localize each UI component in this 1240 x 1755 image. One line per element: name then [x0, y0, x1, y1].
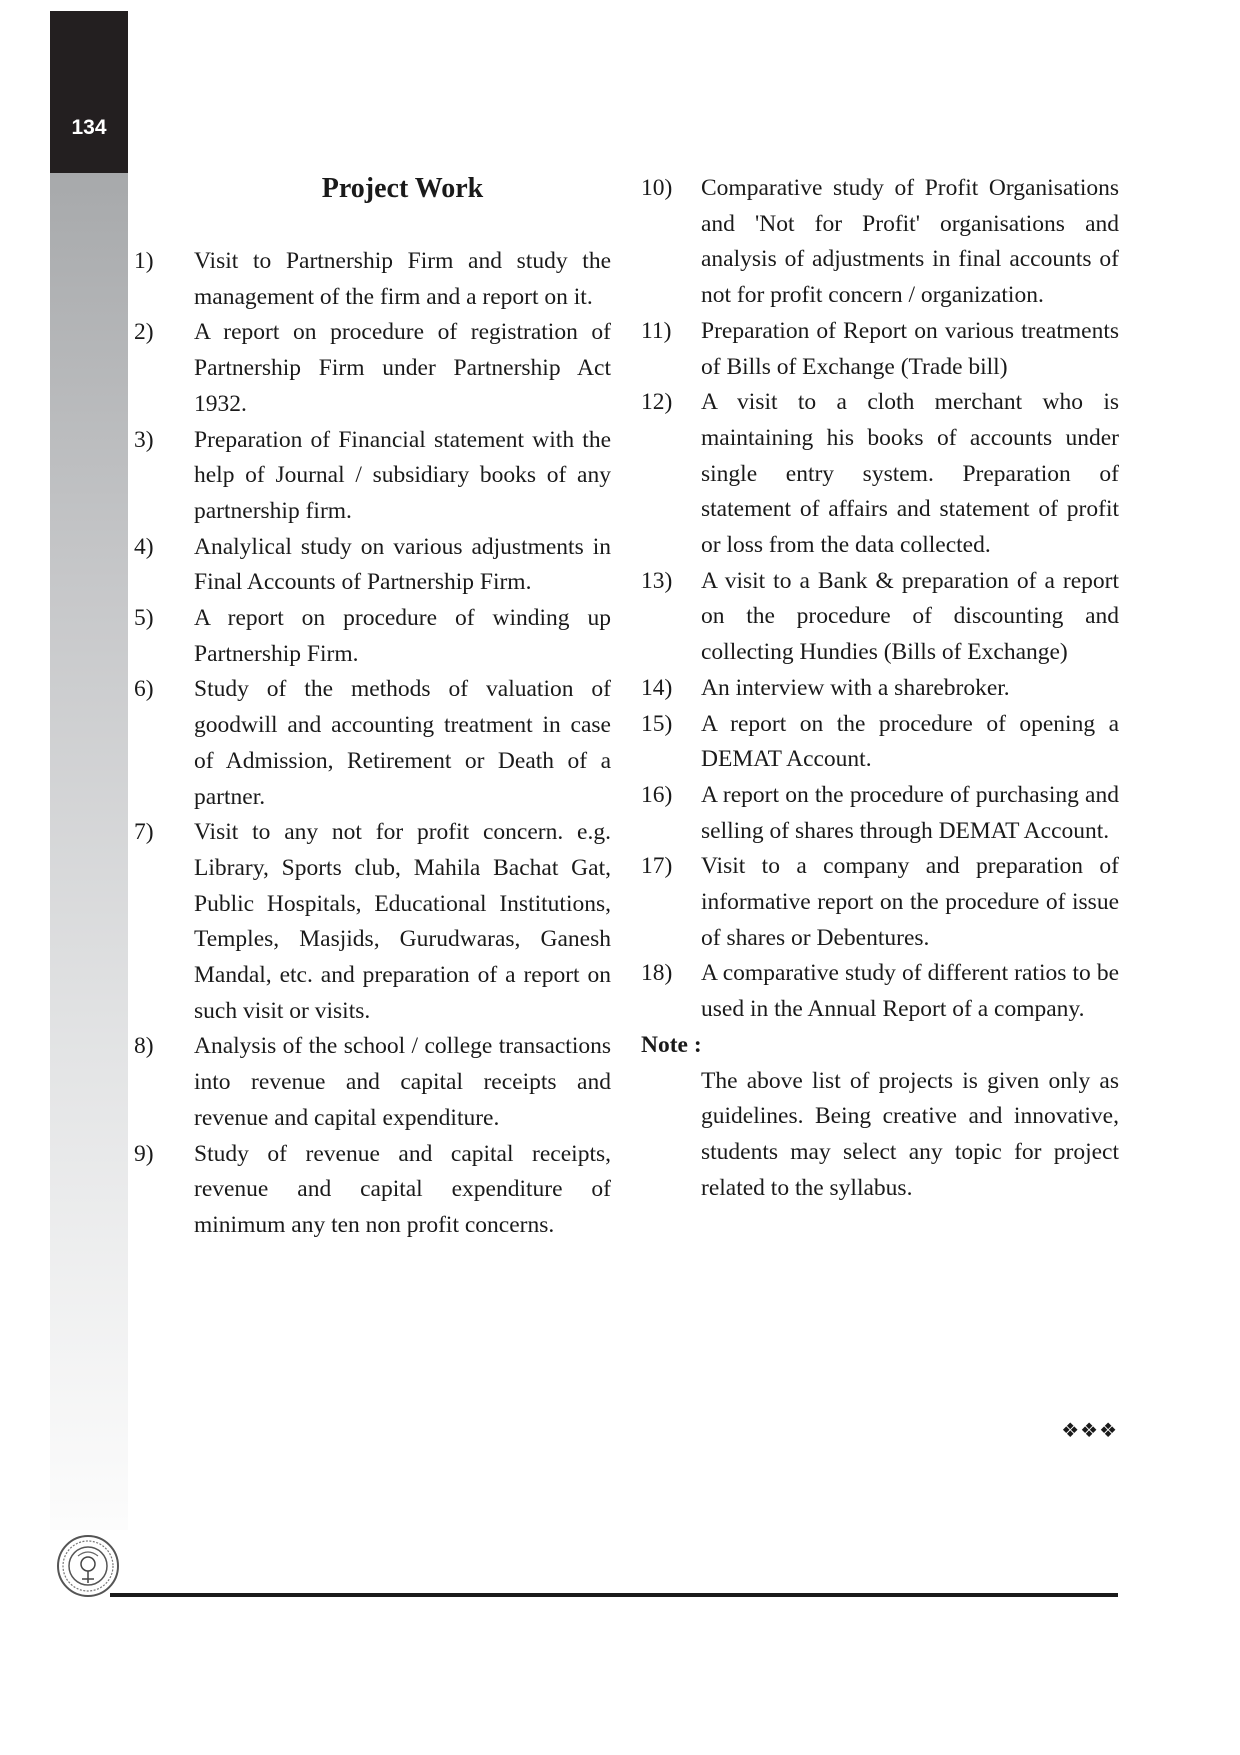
side-gradient-band: [50, 173, 128, 1530]
list-item: [641, 849, 1119, 956]
page-tab: [50, 11, 128, 173]
list-item: [641, 314, 1119, 385]
item-number: 17): [641, 853, 673, 880]
item-text: A report on the procedure of purchasing and selling of shares through DEMAT Account.: [701, 781, 1119, 844]
item-number: 5): [134, 605, 154, 632]
list-item: [134, 672, 611, 815]
page-title: Project Work: [321, 173, 484, 204]
list-item: [641, 778, 1119, 849]
item-text: Visit to Partnership Firm and study the management of the firm and a report on it.: [194, 248, 611, 310]
item-text: Study of the methods of valuation of goodwill and accounting treatment in case of Admission, Retirement or Death of a partner.: [194, 676, 611, 810]
item-number: 6): [134, 676, 154, 703]
list-item: [641, 707, 1119, 778]
list-item: [134, 244, 611, 315]
item-text: A report on procedure of registration of Partnership Firm under Partnership Act 1932.: [194, 319, 611, 417]
item-number: 15): [641, 710, 673, 737]
item-text: A report on the procedure of opening a DEMAT Account.: [701, 710, 1119, 773]
item-text: Analysis of the school / college transactions into revenue and capital receipts and revenue and capital expenditure.: [194, 1033, 611, 1131]
item-text: A visit to a cloth merchant who is maintaining his books of accounts under single entry system. Preparation of statement of affairs and statement of profit or loss from the data collected.: [701, 389, 1119, 559]
item-text: Preparation of Financial statement with the help of Journal / subsidiary books of any partnership firm.: [194, 426, 611, 524]
item-text: An interview with a sharebroker.: [701, 674, 1010, 701]
list-item: [134, 530, 611, 601]
note-label: Note :: [641, 1031, 702, 1058]
item-text: Study of revenue and capital receipts, revenue and capital expenditure of minimum any ten non profit concerns.: [194, 1140, 611, 1238]
item-text: A comparative study of different ratios to be used in the Annual Report of a company.: [701, 960, 1119, 1023]
item-text: Visit to a company and preparation of informative report on the procedure of issue of shares or Debentures.: [701, 853, 1119, 951]
list-item: [641, 671, 1119, 707]
item-number: 10): [641, 175, 673, 201]
item-number: 8): [134, 1033, 154, 1060]
list-item: [134, 315, 611, 422]
item-text: A report on procedure of winding up Partnership Firm.: [194, 605, 611, 667]
list-item: [641, 956, 1119, 1027]
list-item: [134, 1137, 611, 1244]
item-number: 9): [134, 1140, 154, 1167]
item-number: 14): [641, 674, 673, 701]
list-item: [134, 815, 611, 1029]
item-number: 13): [641, 567, 673, 594]
list-item: [641, 385, 1119, 564]
page-number: 134: [71, 116, 107, 139]
list-item: [641, 171, 1119, 314]
list-item: [134, 1029, 611, 1136]
item-number: 7): [134, 819, 154, 846]
item-number: 4): [134, 533, 154, 560]
item-number: 18): [641, 960, 673, 987]
left-column: [134, 171, 611, 1244]
item-number: 2): [134, 319, 154, 346]
footer-rule: [110, 1593, 1118, 1597]
emblem-seal-icon: [56, 1534, 120, 1598]
item-number: 11): [641, 317, 672, 344]
item-text: Visit to any not for profit concern. e.g. Library, Sports club, Mahila Bachat Gat, Public Hospitals, Educational Institutions, Temples, Masjids, Gurudwaras, Ganesh Mandal, etc. and preparation of a report on such visit or visits.: [194, 819, 611, 1024]
list-item: [134, 601, 611, 672]
item-number: 1): [134, 248, 154, 274]
item-text: A visit to a Bank & preparation of a report on the procedure of discounting and collecting Hundies (Bills of Exchange): [701, 567, 1119, 666]
item-number: 16): [641, 781, 673, 808]
list-item: [641, 564, 1119, 671]
note-text: The above list of projects is given only as guidelines. Being creative and innovative, students may select any topic for project related to the syllabus.: [701, 1067, 1119, 1201]
item-text: Preparation of Report on various treatments of Bills of Exchange (Trade bill): [701, 317, 1119, 380]
item-number: 3): [134, 426, 154, 453]
item-number: 12): [641, 389, 673, 416]
end-ornament: ❖❖❖: [1061, 1418, 1118, 1442]
right-column: [641, 171, 1119, 1206]
list-item: [134, 423, 611, 530]
item-text: Comparative study of Profit Organisations and 'Not for Profit' organisations and analysis of adjustments in final accounts of not for profit concern / organization.: [701, 175, 1119, 309]
item-text: Analylical study on various adjustments in Final Accounts of Partnership Firm.: [194, 533, 611, 596]
